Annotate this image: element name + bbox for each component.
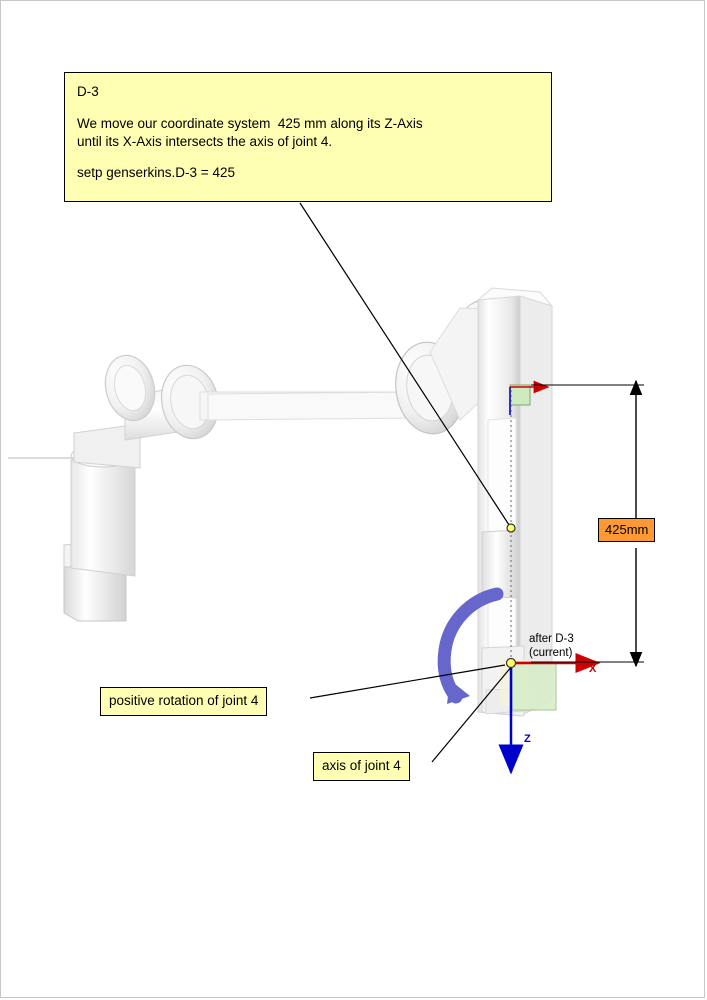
note-body-line-2: until its X-Axis intersects the axis of joint 4.	[77, 134, 333, 150]
joint-4-origin-point	[507, 659, 516, 668]
callout-positive-rotation-joint-4: positive rotation of joint 4	[100, 687, 267, 716]
frame-label-after-d3: after D-3	[529, 633, 574, 645]
note-command: setp genserkins.D-3 = 425	[77, 164, 235, 180]
robot-current-pose	[208, 288, 552, 716]
z-axis-label: Z	[524, 733, 531, 745]
x-axis-label: X	[589, 663, 597, 675]
note-heading: D-3	[77, 84, 99, 99]
frame-label-current: (current)	[529, 647, 573, 659]
dimension-label-425mm: 425mm	[598, 518, 655, 542]
upper-joint-point	[507, 524, 515, 532]
callout-axis-of-joint-4: axis of joint 4	[313, 752, 410, 781]
main-annotation-note	[64, 72, 552, 202]
note-spacer-1	[77, 101, 539, 115]
note-body-line-1: We move our coordinate system 425 mm along its Z-Axis	[77, 116, 423, 132]
note-spacer-2	[77, 152, 539, 164]
robot-previous-pose	[8, 350, 400, 621]
